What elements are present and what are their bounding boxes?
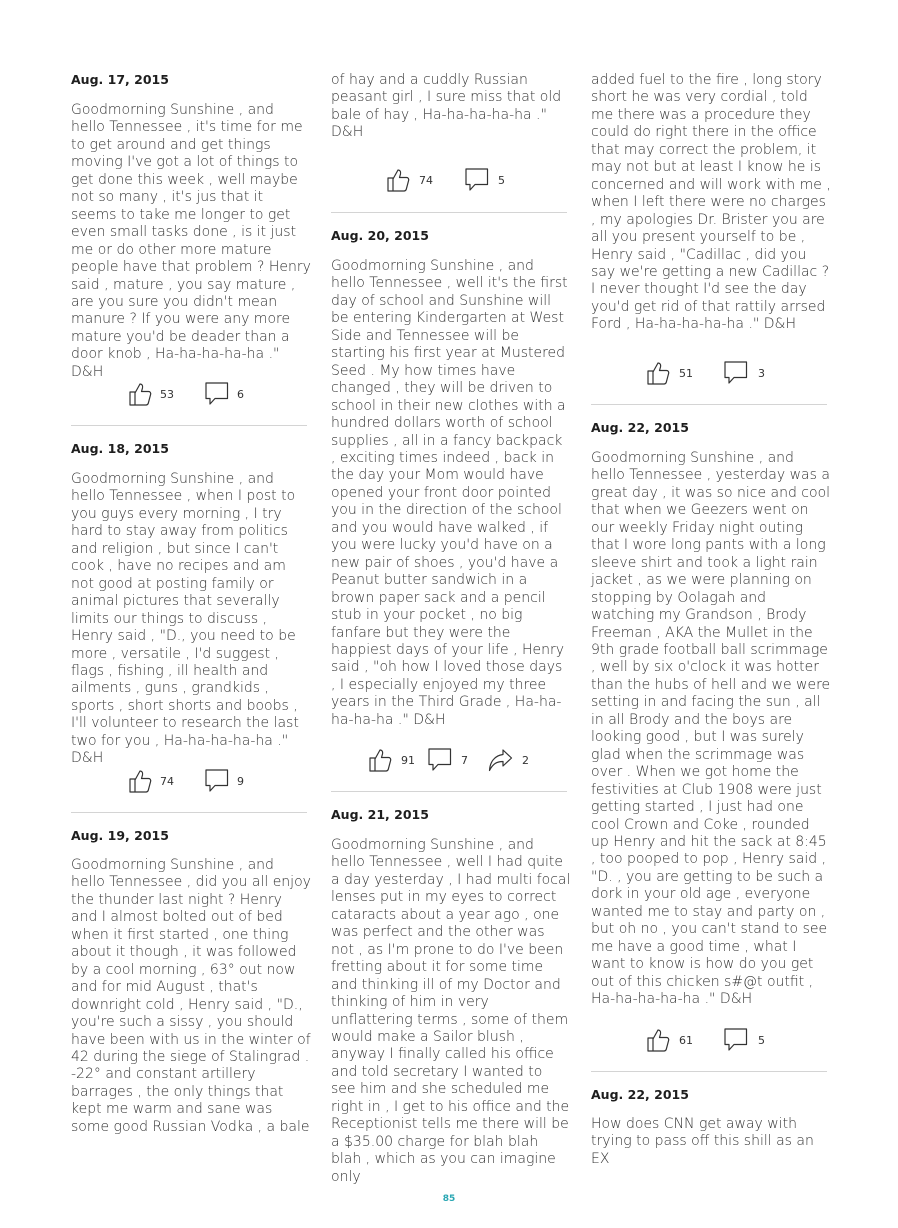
like-count: 91 [401,754,415,767]
comment-count: 5 [498,174,505,187]
comment-count: 3 [758,367,765,380]
post-text: Goodmorning Sunshine , and hello Tennessee , it's time for me to get around and get things moving I've got a lot of things to get done this week , well maybe not so many , it's jus that it seems to take me longer to get even small tasks done , is it just me or do other more mature people have that problem ? Henry said , mature , you say mature , are you sure you didn't mean manure ? If you were any more mature you'd be deader than a door knob , Ha-ha-ha-ha-ha ." D&H [71,102,311,380]
page-number: 85 [442,1194,456,1204]
post-text: Goodmorning Sunshine , and hello Tennessee , yesterday was a great day , it was so nice and cool that when we Geezers went on our weekly Friday night outing that I wore long pants with a long sleeve shirt and took a light rain jacket , as we were planning on stopping by Oolagah and watching my Grandson , Brody Freeman , AKA the Mullet in the 9th grade football ball scrimmage , well by six o'clock it was hotter than the hubs of hell and we were setting in and facing the sun , all in all Brody and the boys are looking good , but I was surely glad when the scrimmage was over . When we got home the festivities at Club 1908 were just getting started , I just had one cool Crown and Coke , rounded up Henry and hit the sack at 8:45 , too pooped to pop , Henry said , "D. , you are getting to be such a dork in your old age , everyone wanted me to stay and party on , but oh no , you can't stand to see me have a good time , what I want to know is how do you get out of this chicken s#@t outfit , Ha-ha-ha-ha-ha ." D&H [591,450,831,1008]
post-date: Aug. 19, 2015 [71,828,169,843]
post-date: Aug. 22, 2015 [591,420,689,435]
divider [591,404,827,405]
thumbs-up-icon [645,360,671,386]
post-date: Aug. 22, 2015 [591,1087,689,1102]
comment-icon [723,1027,749,1053]
post-text: Goodmorning Sunshine , and hello Tennessee , well I had quite a day yesterday , I had multi focal lenses put in my eyes to correct cataracts about a year ago , one was perfect and the other was not , as I'm prone to do I've been fretting about it for some time and thinking ill of my Doctor and thinking of him in very unflattering terms , some of them would make a Sailor blush , anyway I finally called his office and told secretary I wanted to see him and she scheduled me right in , I get to his office and the Receptionist tells me there will be a $35.00 charge for blah blah blah , which as you can imagine only [331,837,571,1185]
share-count: 2 [522,754,529,767]
post-date: Aug. 18, 2015 [71,441,169,456]
like-count: 61 [679,1034,693,1047]
like-count: 53 [160,388,174,401]
like-button[interactable] [645,1027,705,1053]
post-stats [645,360,805,386]
comment-count: 9 [237,775,244,788]
post-text-continued: of hay and a cuddly Russian peasant girl , I sure miss that old bale of hay , Ha-ha-ha-ha-ha ." D&H [331,72,562,141]
post-date: Aug. 21, 2015 [331,807,429,822]
comment-icon [723,360,749,386]
comment-button[interactable] [723,1027,783,1053]
post-text: Goodmorning Sunshine , and hello Tennessee , well it's the first day of school and Sunshine will be entering Kindergarten at West Side and Tennessee will be starting his first year at Mustered Seed . My how times have changed , they will be driven to school in their new clothes with a hundred dollars worth of school supplies , all in a fancy backpack , exciting times indeed , back in the day your Mom would have opened your front door pointed you in the direction of the school and you would have walked , if you were lucky you'd have on a new pair of shoes , you'd have a Peanut butter sandwich in a brown paper sack and a pencil stub in your pocket , no big fanfare but they were the happiest days of your life , Henry said , "oh how I loved those days , I especially enjoyed my three years in the Third Grade , Ha-ha-ha-ha-ha ." D&H [331,258,568,728]
comment-count: 6 [237,388,244,401]
comment-count: 5 [758,1034,765,1047]
like-count: 74 [419,174,433,187]
like-button[interactable] [645,360,705,386]
post-date: Aug. 17, 2015 [71,72,169,87]
like-count: 74 [160,775,174,788]
post-text-continued: added fuel to the fire , long story short he was very cordial , told me there was a procedure they could do right there in the office that may correct the problem, it may not but at least I know he is concerned and will work with me , when I left there were no charges , my apologies Dr. Brister you are all you present yourself to be , Henry said , "Cadillac , did you say we're getting a new Cadillac ? I never thought I'd see the day you'd get rid of that rattily arrsed Ford , Ha-ha-ha-ha-ha ." D&H [591,72,831,333]
thumbs-up-icon [645,1027,671,1053]
like-count: 51 [679,367,693,380]
divider [591,1071,827,1072]
post-text: Goodmorning Sunshine , and hello Tennessee , did you all enjoy the thunder last night ? Henry and I almost bolted out of bed when it first started , one thing about it though , it was followed by a cool morning , 63° out now and for mid August , that's downright cold , Henry said , "D., you're such a sissy , you should have been with us in the winter of 42 during the siege of Stalingrad . -22° and constant artillery barrages , the only things that kept me warm and sane was some good Russian Vodka , a bale [71,857,311,1135]
post-date: Aug. 20, 2015 [331,228,429,243]
post-text: Goodmorning Sunshine , and hello Tennessee , when I post to you guys every morning , I try hard to stay away from politics and religion , but since I can't cook , have no recipes and am not good at posting family or animal pictures that severally limits our things to discuss , Henry said , "D., you need to be more , versatile , I'd suggest , flags , fishing , ill health and ailments , guns , grandkids , sports , short shorts and boobs , I'll volunteer to research the last two for you , Ha-ha-ha-ha-ha ." D&H [71,471,299,767]
post-stats [645,1027,805,1053]
comment-count: 7 [461,754,468,767]
comment-button[interactable] [723,360,783,386]
post-text: How does CNN get away with trying to pass off this shill as an EX [591,1116,814,1167]
